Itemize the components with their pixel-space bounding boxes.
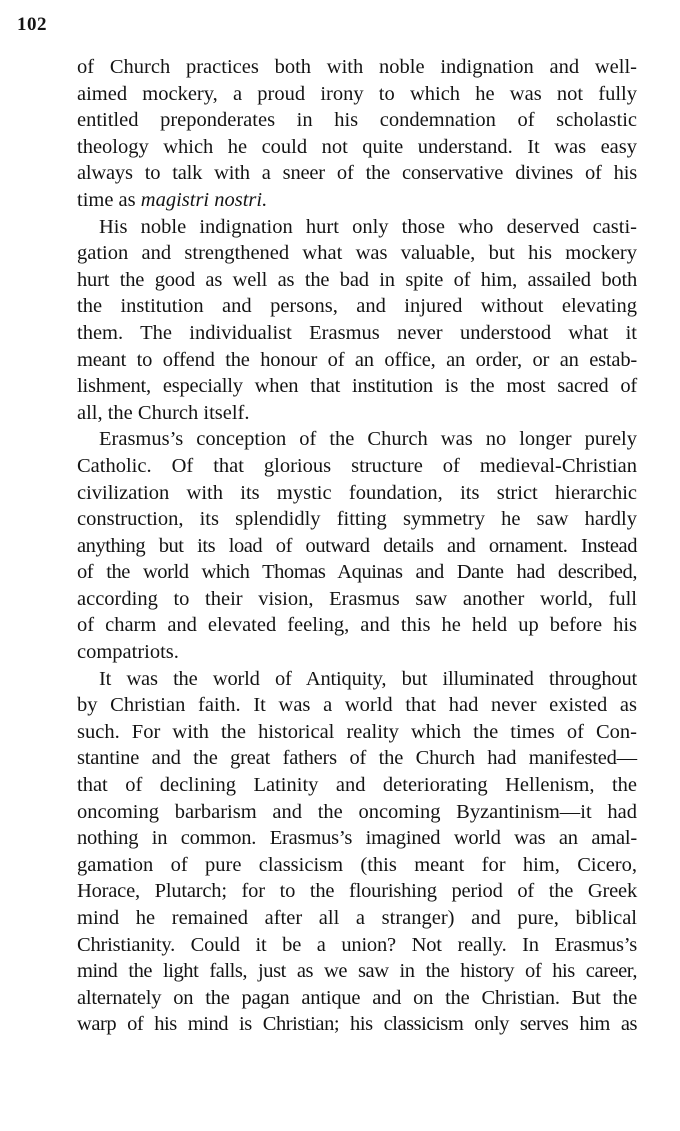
text-line: stantine and the great fathers of the Church had manifested— bbox=[77, 747, 637, 770]
text-line: gamation of pure classicism (this meant for him, Cicero, bbox=[77, 853, 637, 876]
page-number: 102 bbox=[17, 14, 47, 35]
text-line: that of declining Latinity and deteriorating Hellenism, the bbox=[77, 774, 637, 797]
body-text bbox=[77, 54, 637, 1038]
text-line: oncoming barbarism and the oncoming Byzantinism—it had bbox=[77, 800, 637, 823]
text-line: compatriots. bbox=[77, 641, 179, 664]
text-line: anything but its load of outward details and ornament. Instead bbox=[77, 534, 637, 557]
text-line: It was the world of Antiquity, but illuminated throughout bbox=[99, 667, 637, 690]
text-line: of charm and elevated feeling, and this he held up before his bbox=[77, 614, 637, 637]
text-line: always to talk with a sneer of the conservative divines of his bbox=[77, 162, 637, 185]
text-line: construction, its splendidly fitting symmetry he saw hardly bbox=[77, 508, 637, 531]
text-line: alternately on the pagan antique and on the Christian. But the bbox=[77, 986, 637, 1009]
text-line: gation and strengthened what was valuable, but his mockery bbox=[77, 242, 637, 265]
text-line: mind the light falls, just as we saw in the history of his career, bbox=[77, 960, 637, 983]
text-line: hurt the good as well as the bad in spite of him, assailed both bbox=[77, 268, 637, 291]
text-run: time as bbox=[77, 188, 136, 211]
text-line: Catholic. Of that glorious structure of medieval-Christian bbox=[77, 454, 637, 477]
text-line: lishment, especially when that institution is the most sacred of bbox=[77, 375, 637, 398]
text-line: warp of his mind is Christian; his classicism only serves him as bbox=[77, 1013, 637, 1036]
text-line: Erasmus’s conception of the Church was no longer purely bbox=[99, 428, 637, 451]
text-line: nothing in common. Erasmus’s imagined world was an amal- bbox=[77, 827, 637, 850]
text-line: all, the Church itself. bbox=[77, 401, 250, 424]
italic-phrase: magistri nostri. bbox=[140, 188, 268, 211]
text-line: His noble indignation hurt only those who deserved casti- bbox=[99, 215, 637, 238]
text-line: mind he remained after all a stranger) and pure, biblical bbox=[77, 907, 637, 929]
text-line: them. The individualist Erasmus never understood what it bbox=[77, 321, 637, 344]
text-line: of the world which Thomas Aquinas and Dante had described, bbox=[77, 561, 637, 584]
text-line: according to their vision, Erasmus saw another world, full bbox=[77, 587, 637, 610]
text-line: meant to offend the honour of an office, an order, or an estab- bbox=[77, 348, 637, 371]
text-line: Horace, Plutarch; for to the flourishing period of the Greek bbox=[77, 880, 637, 903]
text-line: the institution and persons, and injured without elevating bbox=[77, 295, 637, 318]
text-line bbox=[77, 187, 637, 214]
text-line: such. For with the historical reality which the times of Con- bbox=[77, 720, 637, 743]
text-line: theology which he could not quite understand. It was easy bbox=[77, 135, 637, 158]
text-line: Christianity. Could it be a union? Not really. In Erasmus’s bbox=[77, 933, 637, 956]
text-line: by Christian faith. It was a world that had never existed as bbox=[77, 694, 637, 717]
text-line: entitled preponderates in his condemnation of scholastic bbox=[77, 109, 637, 132]
text-line: civilization with its mystic foundation, its strict hierarchic bbox=[77, 481, 637, 504]
text-line: of Church practices both with noble indignation and well- bbox=[77, 56, 637, 78]
text-line: aimed mockery, a proud irony to which he was not fully bbox=[77, 82, 637, 105]
